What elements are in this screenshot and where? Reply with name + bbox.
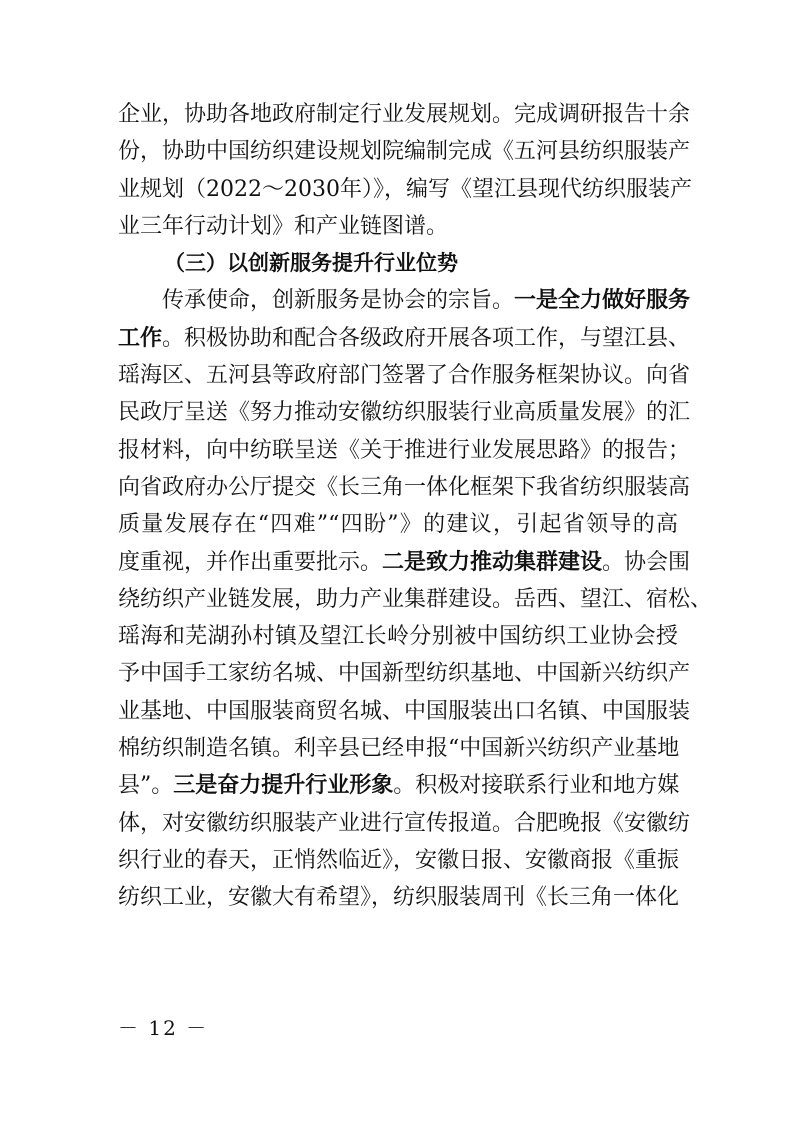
paragraph-line: 瑶海和芜湖孙村镇及望江长岭分别被中国纺织工业协会授 [118,624,678,650]
paragraph-line: 向省政府办公厅提交《长三角一体化框架下我省纺织服装高 [118,474,691,500]
paragraph-line: 瑶海区、五河县等政府部门签署了合作服务框架协议。向省 [118,363,691,389]
bold-phrase: 二是致力推动集群建设 [382,549,603,575]
document-body [118,96,713,917]
paragraph-line [118,282,691,319]
paragraph-line: 织行业的春天，正悄然临近》，安徽日报、安徽商报《重振 [118,847,680,873]
text-run: 度重视，并作出重要批示。 [118,549,383,575]
paragraph-line: 企业，协助各地政府制定行业发展规划。完成调研报告十余 [118,102,691,127]
text-run: 。积极对接联系行业和地方媒 [393,773,680,799]
paragraph-line: 业基地、中国服装商贸名城、中国服装出口名镇、中国服装 [118,698,691,724]
paragraph-line: 棉纺织制造名镇。利辛县已经申报“中国新兴纺织产业基地 [118,736,680,762]
page-number: － 12 － [118,1016,209,1040]
text-run: 县”。 [118,773,174,799]
paragraph-line: 予中国手工家纺名城、中国新型纺织基地、中国新兴纺织产 [118,661,691,687]
paragraph-line: 份，协助中国纺织建设规划院编制完成《五河县纺织服装产 [118,139,691,165]
paragraph-line: 民政厅呈送《努力推动安徽纺织服装行业高质量发展》的汇 [118,400,691,426]
bold-phrase: 三是奋力提升行业形象 [173,773,394,799]
section-heading: （三）以创新服务提升行业位势 [164,251,458,276]
text-run: 。协会围 [602,549,691,575]
paragraph-line: 业三年行动计划》和产业链图谱。 [118,213,449,239]
bold-phrase: 一是全力做好服务 [514,288,691,314]
text-run: 。积极协助和配合各级政府开展各项工作，与望江县、 [162,325,691,351]
text-run: 传承使命，创新服务是协会的宗旨。 [162,288,515,314]
paragraph-line [118,767,678,804]
paragraph-line: 业规划（2022～2030年）》，编写《望江县现代纺织服装产 [118,176,692,202]
paragraph-line: 质量发展存在“四难”“四盼”》的建议，引起省领导的高 [118,512,678,538]
paragraph-line [118,544,691,581]
paragraph-line: 体，对安徽纺织服装产业进行宣传报道。合肥晚报《安徽纺 [118,810,691,836]
paragraph-line: 绕纺织产业链发展，助力产业集群建设。岳西、望江、宿松、 [118,586,713,612]
bold-phrase: 工作 [118,325,163,351]
paragraph-line: 纺织工业，安徽大有希望》，纺织服装周刊《长三角一体化 [118,885,680,911]
paragraph-line: 报材料，向中纺联呈送《关于推进行业发展思路》的报告； [118,437,691,463]
paragraph-line [118,320,691,357]
